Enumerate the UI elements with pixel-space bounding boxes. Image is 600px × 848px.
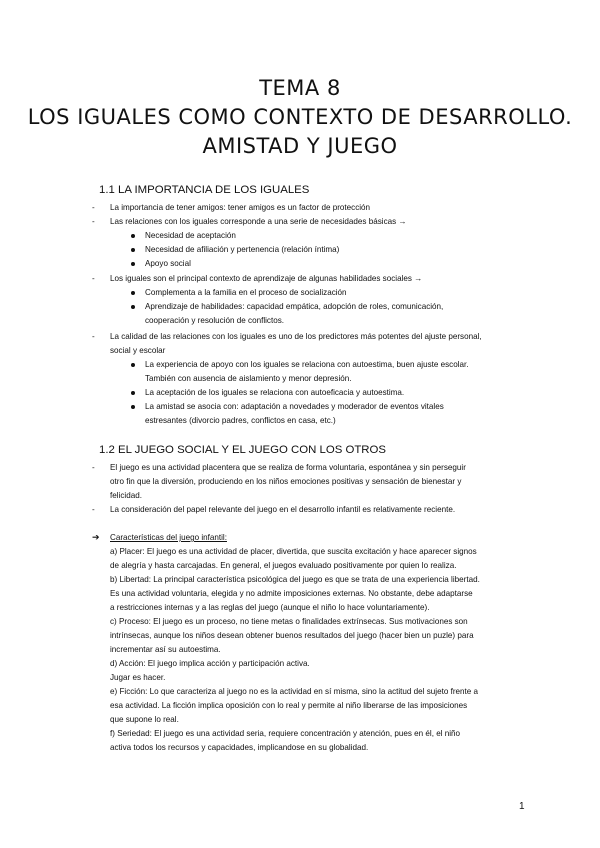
dash-bullet: - xyxy=(92,217,95,226)
section-heading-1-1: 1.1 LA IMPORTANCIA DE LOS IGUALES xyxy=(99,184,310,196)
list-item-continuation: otro fin que la diversión, produciendo en los niños emociones positivas y sensación de bienestar y xyxy=(110,477,462,486)
list-item: Aprendizaje de habilidades: capacidad empática, adopción de roles, comunicación, xyxy=(145,302,444,311)
bullet-dot xyxy=(131,305,135,309)
arrow-right-icon: ➔ xyxy=(92,532,100,542)
page-number: 1 xyxy=(519,801,525,812)
list-item-continuation: felicidad. xyxy=(110,491,142,500)
list-item-continuation: cooperación y resolución de conflictos. xyxy=(145,316,285,325)
paragraph-line: a) Placer: El juego es una actividad de placer, divertida, que suscita excitación y hace aparecer signos xyxy=(110,547,477,556)
list-item: La calidad de las relaciones con los iguales es uno de los predictores más potentes del ajuste personal, xyxy=(110,332,482,341)
paragraph-line: de alegría y hasta carcajadas. En general, el juegos evaluado positivamente por quien lo realiza. xyxy=(110,561,457,570)
bullet-dot xyxy=(131,248,135,252)
list-item-continuation: También con ausencia de aislamiento y menor depresión. xyxy=(145,374,352,383)
dash-bullet: - xyxy=(92,203,95,212)
paragraph-line: esa actividad. La ficción implica oposición con lo real y permite al niño liberarse de las imposiciones xyxy=(110,701,468,710)
list-item: Las relaciones con los iguales corresponde a una serie de necesidades básicas → xyxy=(110,217,407,226)
dash-bullet: - xyxy=(92,332,95,341)
paragraph-line: incrementar así su autoestima. xyxy=(110,645,221,654)
list-item-continuation: estresantes (divorcio padres, conflictos en casa, etc.) xyxy=(145,416,336,425)
section-heading-1-2: 1.2 EL JUEGO SOCIAL Y EL JUEGO CON LOS OTROS xyxy=(99,444,386,456)
dash-bullet: - xyxy=(92,274,95,283)
paragraph-line: f) Seriedad: El juego es una actividad seria, requiere concentración y atención, pues en él, el niño xyxy=(110,729,461,738)
paragraph-line: que supone lo real. xyxy=(110,715,179,724)
title-line-2: LOS IGUALES COMO CONTEXTO DE DESARROLLO. xyxy=(27,105,573,129)
subheading-characteristics: Características del juego infantil: xyxy=(110,533,227,542)
paragraph-line: a restricciones internas y a las reglas del juego (aunque el niño lo hace voluntariamente). xyxy=(110,603,430,612)
document-title xyxy=(0,74,600,161)
dash-bullet: - xyxy=(92,463,95,472)
bullet-dot xyxy=(131,262,135,266)
list-item: Necesidad de afiliación y pertenencia (relación íntima) xyxy=(145,245,340,254)
dash-bullet: - xyxy=(92,505,95,514)
bullet-dot xyxy=(131,391,135,395)
list-item-continuation: social y escolar xyxy=(110,346,166,355)
list-item: La importancia de tener amigos: tener amigos es un factor de protección xyxy=(110,203,371,212)
paragraph-line: d) Acción: El juego implica acción y participación activa. xyxy=(110,659,310,668)
paragraph-line: Es una actividad voluntaria, elegida y no admite imposiciones externas. No obstante, debe adaptarse xyxy=(110,589,473,598)
list-item: Apoyo social xyxy=(145,259,191,268)
list-item: La aceptación de los iguales se relaciona con autoeficacia y autoestima. xyxy=(145,388,405,397)
list-item: Complementa a la familia en el proceso de socialización xyxy=(145,288,347,297)
paragraph-line: Jugar es hacer. xyxy=(110,673,166,682)
paragraph-line: intrínsecas, aunque los niños desean obtener buenos resultados del juego (hacer bien un puzle) para xyxy=(110,631,474,640)
title-line-1: TEMA 8 xyxy=(259,76,341,100)
bullet-dot xyxy=(131,405,135,409)
list-item: La consideración del papel relevante del juego en el desarrollo infantil es relativamente reciente. xyxy=(110,505,456,514)
list-item: La amistad se asocia con: adaptación a novedades y moderador de eventos vitales xyxy=(145,402,444,411)
list-item: El juego es una actividad placentera que se realiza de forma voluntaria, espontánea y sin perseguir xyxy=(110,463,466,472)
list-item: Los iguales son el principal contexto de aprendizaje de algunas habilidades sociales → xyxy=(110,274,423,283)
paragraph-line: activa todos los recursos y capacidades, implicandose en su globalidad. xyxy=(110,743,369,752)
bullet-dot xyxy=(131,363,135,367)
paragraph-line: b) Libertad: La principal característica psicológica del juego es que se trata de una experiencia libertad. xyxy=(110,575,480,584)
paragraph-line: e) Ficción: Lo que caracteriza al juego no es la actividad en sí misma, sino la actitud del sujeto frente a xyxy=(110,687,479,696)
list-item: Necesidad de aceptación xyxy=(145,231,236,240)
bullet-dot xyxy=(131,291,135,295)
bullet-dot xyxy=(131,234,135,238)
paragraph-line: c) Proceso: El juego es un proceso, no tiene metas o finalidades extrínsecas. Sus motivaciones son xyxy=(110,617,468,626)
title-line-3: AMISTAD Y JUEGO xyxy=(202,134,398,158)
list-item: La experiencia de apoyo con los iguales se relaciona con autoestima, buen ajuste escolar. xyxy=(145,360,469,369)
